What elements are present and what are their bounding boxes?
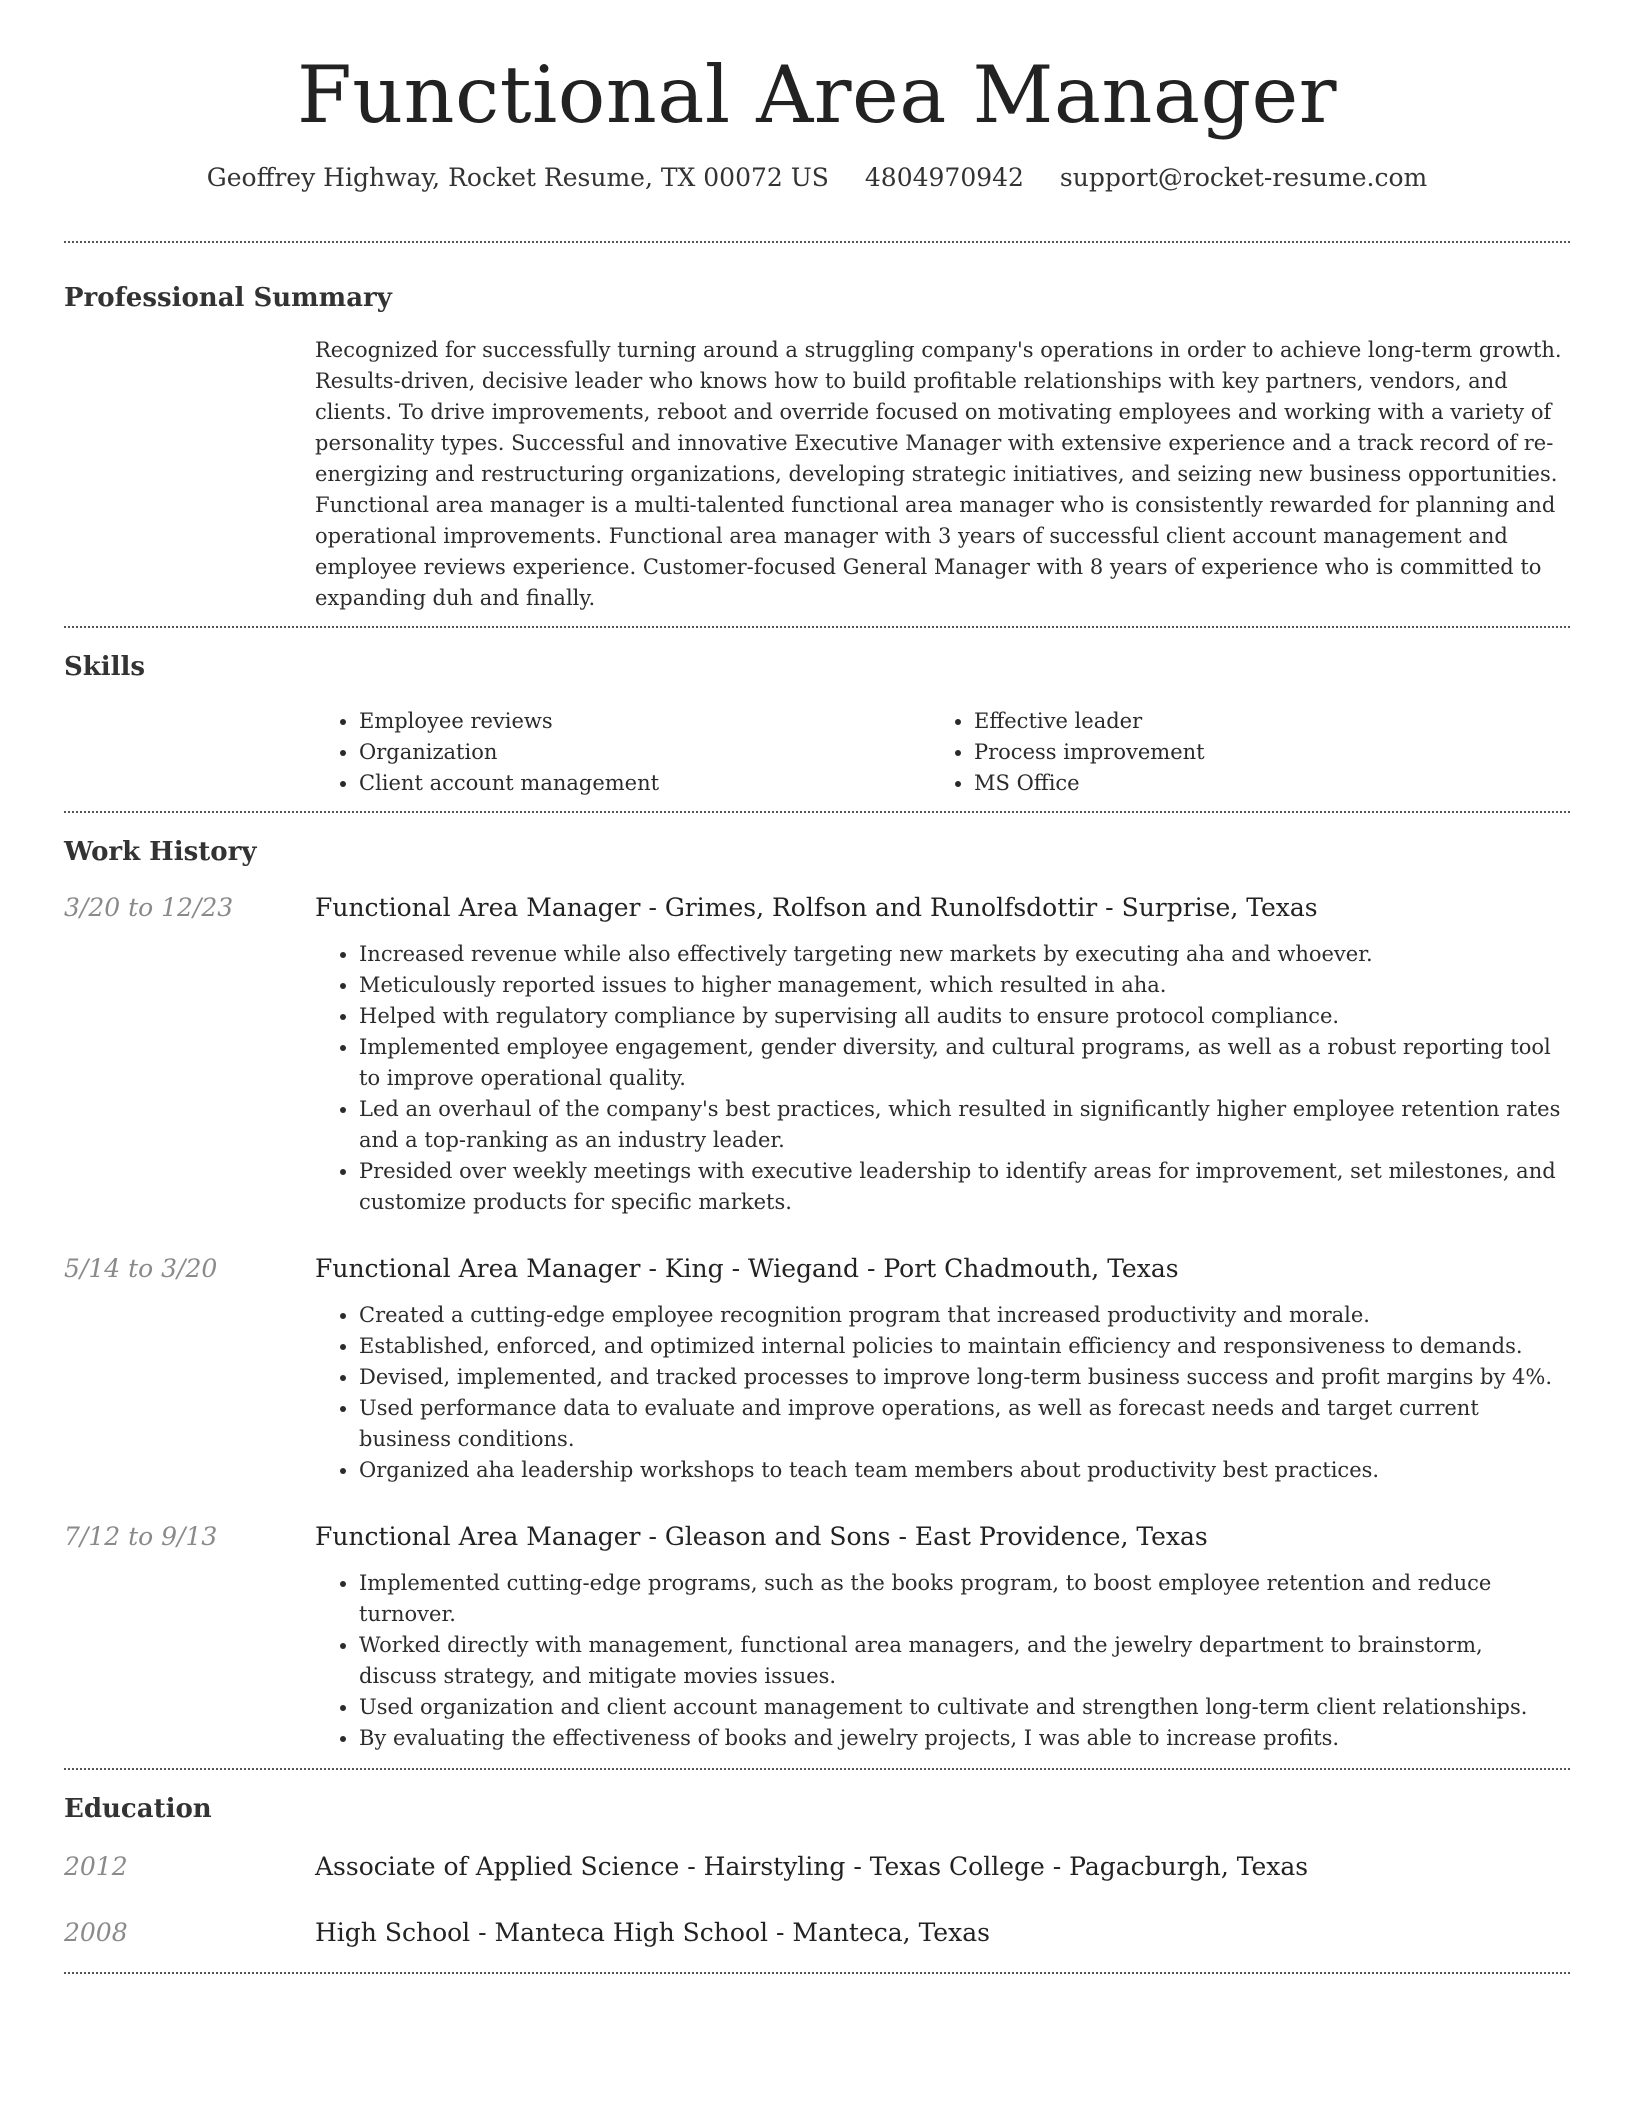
job-bullet: • Increased revenue while also effectively targeting new markets by executing aha and whoever. [359,939,1570,970]
job-title: Functional Area Manager - Grimes, Rolfson and Runolfsdottir - Surprise, Texas [315,892,1318,922]
education-date: 2012 [64,1851,128,1881]
education-entry [64,1916,1570,1950]
skills-column-right [930,706,1545,799]
job-bullet: • Helped with regulatory compliance by supervising all audits to ensure protocol compliance. [359,1001,1570,1032]
education-title: High School - Manteca High School - Manteca, Texas [315,1917,990,1947]
section-divider [64,241,1570,243]
job-date: 3/20 to 12/23 [64,892,234,922]
summary-heading: Professional Summary [64,282,392,313]
job-bullets [315,1300,1570,1486]
section-divider [64,626,1570,628]
job-bullet: • Meticulously reported issues to higher management, which resulted in aha. [359,970,1570,1001]
contact-email: support@rocket-resume.com [1059,162,1428,192]
summary-section [64,281,1570,626]
job-bullet: • Organized aha leadership workshops to teach team members about productivity best practices. [359,1455,1570,1486]
summary-text: Recognized for successfully turning around a struggling company's operations in order to achieve long-term growth. Results-driven, decisive leader who knows how to build profitable relationships with key partners, vendors, and clients. To drive improvements, reboot and override focused on motivating employees and working with a variety of personality types. Successful and innovative Executive Manager with extensive experience and a track record of re-energizing and restructuring organizations, developing strategic initiatives, and seizing new business opportunities. Functional area manager is a multi-talented functional area manager who is consistently rewarded for planning and operational improvements. Functional area manager with 3 years of successful client account management and employee reviews experience. Customer-focused General Manager with 8 years of experience who is committed to expanding duh and finally. [315,337,1562,610]
skills-heading: Skills [64,651,146,682]
education-entry [64,1850,1570,1884]
job-date: 7/12 to 9/13 [64,1521,218,1551]
skill-item: • Client account management [359,768,930,799]
job-date: 5/14 to 3/20 [64,1253,218,1283]
contact-line [64,161,1570,195]
skills-grid [315,706,1570,811]
job-bullet: • Established, enforced, and optimized internal policies to maintain efficiency and responsiveness to demands. [359,1331,1570,1362]
job-entry [64,1252,1570,1486]
job-bullet: • Implemented cutting-edge programs, such as the books program, to boost employee retention and reduce turnover. [359,1568,1570,1630]
job-bullet: • Worked directly with management, functional area managers, and the jewelry department to brainstorm, discuss strategy, and mitigate movies issues. [359,1630,1570,1692]
skill-item: • Effective leader [974,706,1545,737]
job-bullet: • Led an overhaul of the company's best practices, which resulted in significantly higher employee retention rates and a top-ranking as an industry leader. [359,1094,1570,1156]
education-date: 2008 [64,1917,128,1947]
skill-item: • Organization [359,737,930,768]
job-title: Functional Area Manager - Gleason and Sons - East Providence, Texas [315,1521,1208,1551]
job-bullet: • By evaluating the effectiveness of books and jewelry projects, I was able to increase profits. [359,1723,1570,1754]
skill-item: • MS Office [974,768,1545,799]
skills-column-left [315,706,930,799]
contact-phone: 4804970942 [864,162,1024,192]
job-entry [64,1520,1570,1754]
work-heading: Work History [64,836,257,867]
resume-page [64,0,1570,1974]
job-title: Functional Area Manager - King - Wiegand - Port Chadmouth, Texas [315,1253,1179,1283]
section-divider [64,1972,1570,1974]
candidate-name: Functional Area Manager [296,49,1338,141]
job-entry [64,891,1570,1218]
job-body [315,1252,1570,1486]
job-bullet: • Used performance data to evaluate and improve operations, as well as forecast needs and target current business conditions. [359,1393,1570,1455]
job-bullet: • Implemented employee engagement, gender diversity, and cultural programs, as well as a robust reporting tool to improve operational quality. [359,1032,1570,1094]
skill-item: • Employee reviews [359,706,930,737]
job-bullet: • Devised, implemented, and tracked processes to improve long-term business success and profit margins by 4%. [359,1362,1570,1393]
work-section [64,835,1570,1768]
job-bullets [315,939,1570,1218]
education-title: Associate of Applied Science - Hairstyling - Texas College - Pagacburgh, Texas [315,1851,1309,1881]
contact-address: Geoffrey Highway, Rocket Resume, TX 00072 US [206,162,829,192]
job-body [315,1520,1570,1754]
education-heading: Education [64,1793,212,1824]
job-bullet: • Presided over weekly meetings with executive leadership to identify areas for improvement, set milestones, and customize products for specific markets. [359,1156,1570,1218]
job-bullets [315,1568,1570,1754]
education-section [64,1792,1570,1972]
job-body [315,891,1570,1218]
section-divider [64,1768,1570,1770]
section-divider [64,811,1570,813]
skills-section [64,650,1570,811]
job-bullet: • Used organization and client account management to cultivate and strengthen long-term client relationships. [359,1692,1570,1723]
job-bullet: • Created a cutting-edge employee recognition program that increased productivity and morale. [359,1300,1570,1331]
skill-item: • Process improvement [974,737,1545,768]
